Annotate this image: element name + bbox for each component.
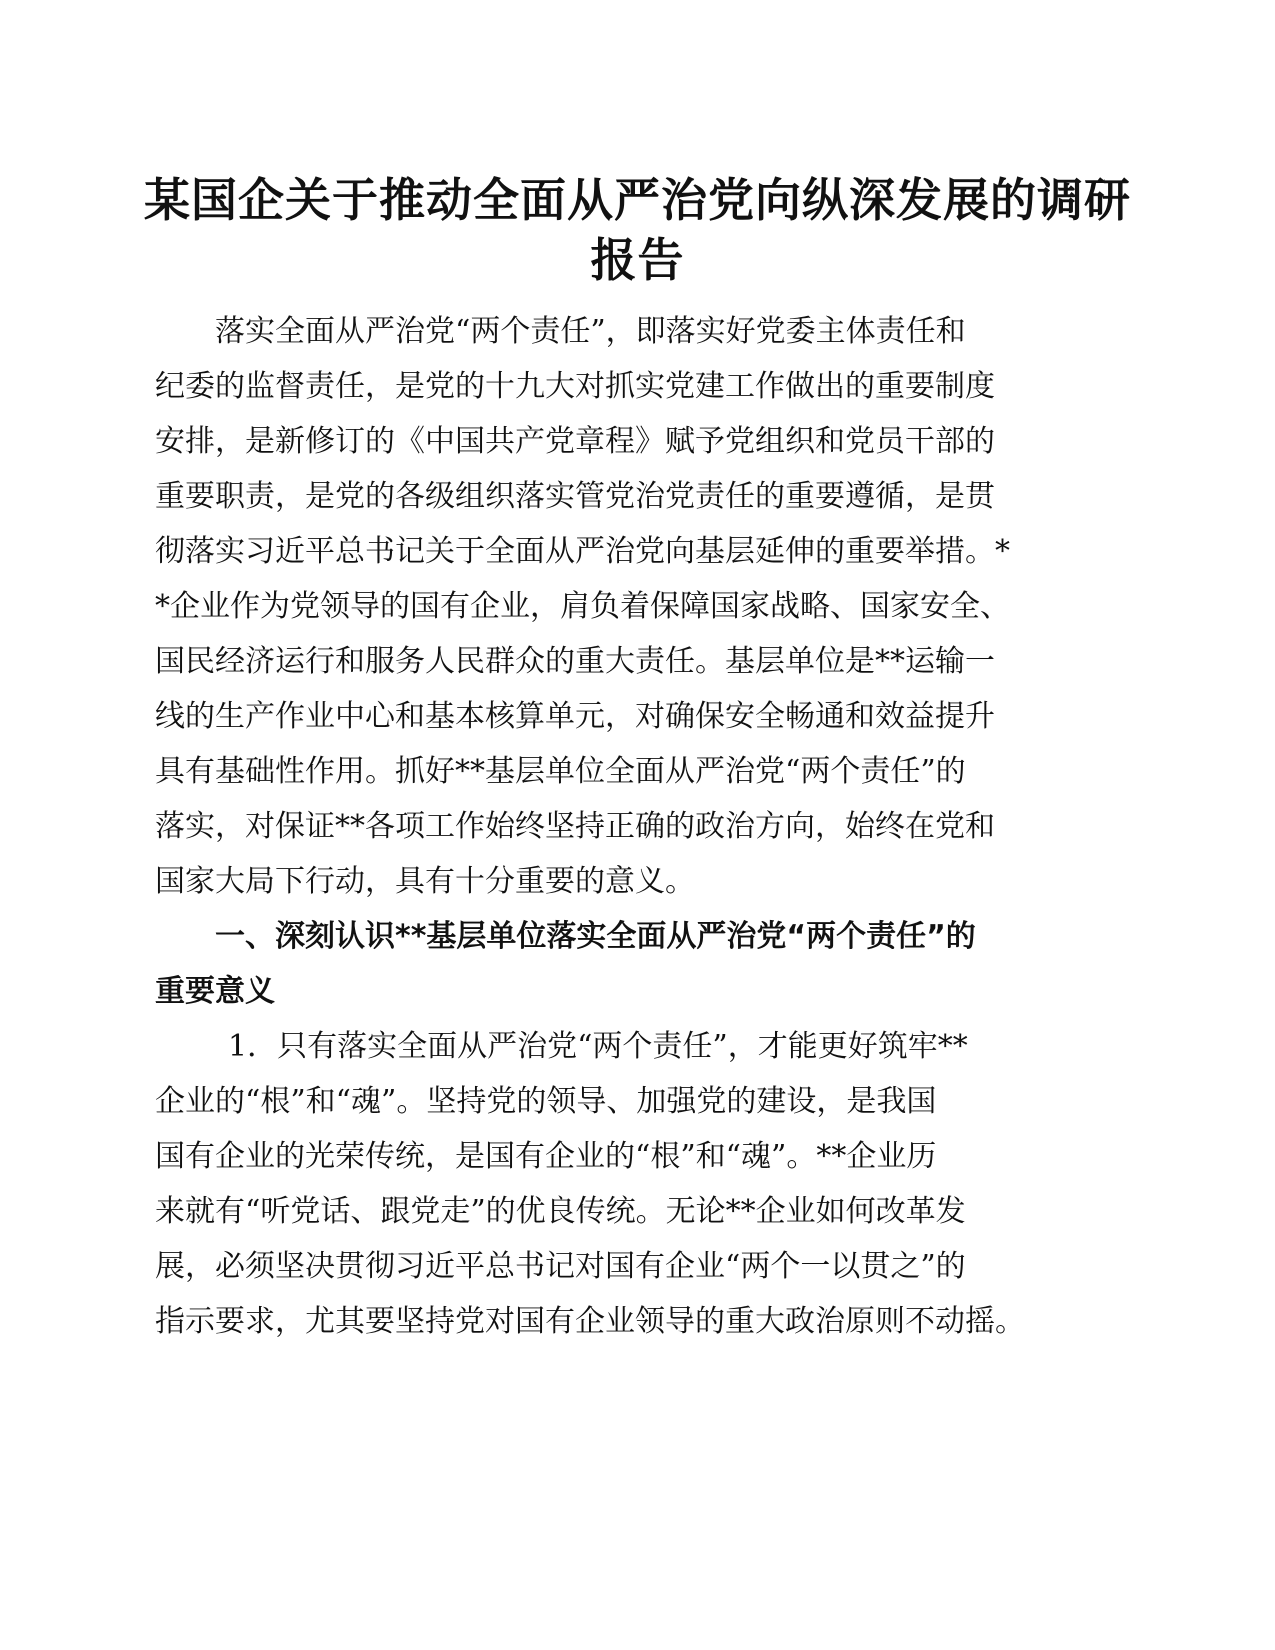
paragraph-2-line: 1．只有落实全面从严治党“两个责任”，才能更好筑牢** xyxy=(228,1029,968,1064)
paragraph-1-line: 线的生产作业中心和基本核算单元，对确保安全畅通和效益提升 xyxy=(155,699,995,734)
section-heading-line: 重要意义 xyxy=(155,974,275,1009)
paragraph-1-line: 落实，对保证**各项工作始终坚持正确的政治方向，始终在党和 xyxy=(155,809,995,844)
paragraph-1-line: 安排，是新修订的《中国共产党章程》赋予党组织和党员干部的 xyxy=(155,424,995,459)
section-heading-line: 一、深刻认识**基层单位落实全面从严治党“两个责任”的 xyxy=(215,919,976,954)
paragraph-1-line: 重要职责，是党的各级组织落实管党治党责任的重要遵循，是贯 xyxy=(155,479,995,514)
paragraph-1-line: 国民经济运行和服务人民群众的重大责任。基层单位是**运输一 xyxy=(155,644,995,679)
paragraph-1-line: 具有基础性作用。抓好**基层单位全面从严治党“两个责任”的 xyxy=(155,754,966,789)
paragraph-1-line: 国家大局下行动，具有十分重要的意义。 xyxy=(155,864,695,899)
paragraph-2-line: 指示要求，尤其要坚持党对国有企业领导的重大政治原则不动摇。 xyxy=(155,1304,1025,1339)
paragraph-1-line: 彻落实习近平总书记关于全面从严治党向基层延伸的重要举措。* xyxy=(155,534,1010,569)
paragraph-2-line: 展，必须坚决贯彻习近平总书记对国有企业“两个一以贯之”的 xyxy=(155,1249,966,1284)
document-title: 某国企关于推动全面从严治党向纵深发展的调研报告 xyxy=(144,173,1131,287)
paragraph-2-line: 来就有“听党话、跟党走”的优良传统。无论**企业如何改革发 xyxy=(155,1194,966,1229)
paragraph-2-line: 企业的“根”和“魂”。坚持党的领导、加强党的建设，是我国 xyxy=(155,1084,937,1119)
paragraph-1-line: 落实全面从严治党“两个责任”，即落实好党委主体责任和 xyxy=(215,314,966,349)
paragraph-2-line: 国有企业的光荣传统，是国有企业的“根”和“魂”。**企业历 xyxy=(155,1139,937,1174)
paragraph-1-line: 纪委的监督责任，是党的十九大对抓实党建工作做出的重要制度 xyxy=(155,369,995,404)
paragraph-1-line: *企业作为党领导的国有企业，肩负着保障国家战略、国家安全、 xyxy=(155,589,1010,624)
